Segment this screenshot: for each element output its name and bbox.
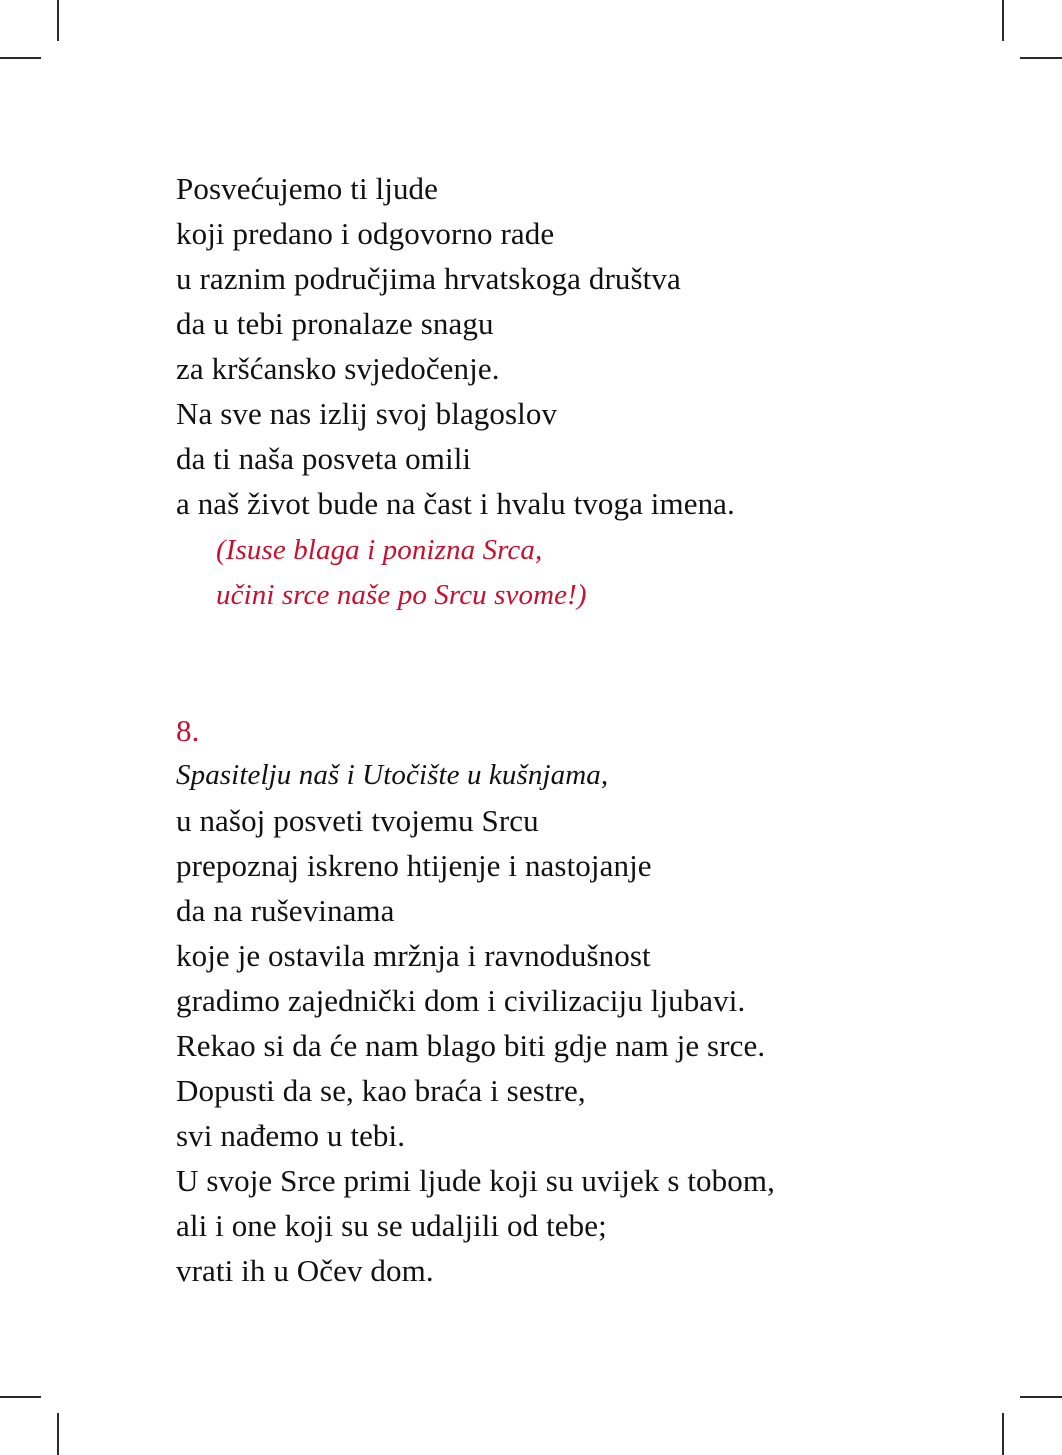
verse-line: svi nađemo u tebi. (176, 1118, 406, 1153)
invocation-line: Spasitelju naš i Utočište u kušnjama, (176, 759, 609, 791)
crop-mark-top-left-vertical (57, 0, 59, 41)
verse-line: Na sve nas izlij svoj blagoslov (176, 396, 558, 431)
crop-mark-bottom-left-horizontal (0, 1396, 41, 1398)
verse-line: u raznim područjima hrvatskoga društva (176, 261, 681, 296)
verse-line: prepoznaj iskreno htijenje i nastojanje (176, 848, 652, 883)
crop-mark-bottom-left-vertical (57, 1413, 59, 1455)
crop-mark-top-left-horizontal (0, 57, 41, 59)
section-number: 8. (176, 713, 200, 748)
verse-line: Rekao si da će nam blago biti gdje nam je srce. (176, 1028, 766, 1063)
verse-line: da na ruševinama (176, 893, 395, 928)
verse-line: za kršćansko svjedočenje. (176, 351, 500, 386)
response-line: učini srce naše po Srcu svome!) (216, 579, 587, 611)
verse-line: a naš život bude na čast i hvalu tvoga imena. (176, 486, 735, 521)
crop-mark-top-right-horizontal (1020, 57, 1062, 59)
verse-line: koji predano i odgovorno rade (176, 216, 555, 251)
crop-mark-bottom-right-horizontal (1020, 1396, 1062, 1398)
crop-mark-top-right-vertical (1002, 0, 1004, 41)
response-line: (Isuse blaga i ponizna Srca, (216, 534, 543, 566)
verse-line: ali i one koji su se udaljili od tebe; (176, 1208, 607, 1243)
verse-line: koje je ostavila mržnja i ravnodušnost (176, 938, 651, 973)
crop-mark-bottom-right-vertical (1002, 1413, 1004, 1455)
verse-line: da ti naša posveta omili (176, 441, 472, 476)
verse-line: gradimo zajednički dom i civilizaciju ljubavi. (176, 983, 746, 1018)
verse-line: u našoj posveti tvojemu Srcu (176, 803, 539, 838)
verse-line: da u tebi pronalaze snagu (176, 306, 494, 341)
verse-line: Dopusti da se, kao braća i sestre, (176, 1073, 586, 1108)
verse-line: vrati ih u Očev dom. (176, 1253, 434, 1288)
verse-line: Posvećujemo ti ljude (176, 171, 439, 206)
verse-line: U svoje Srce primi ljude koji su uvijek s tobom, (176, 1163, 775, 1198)
